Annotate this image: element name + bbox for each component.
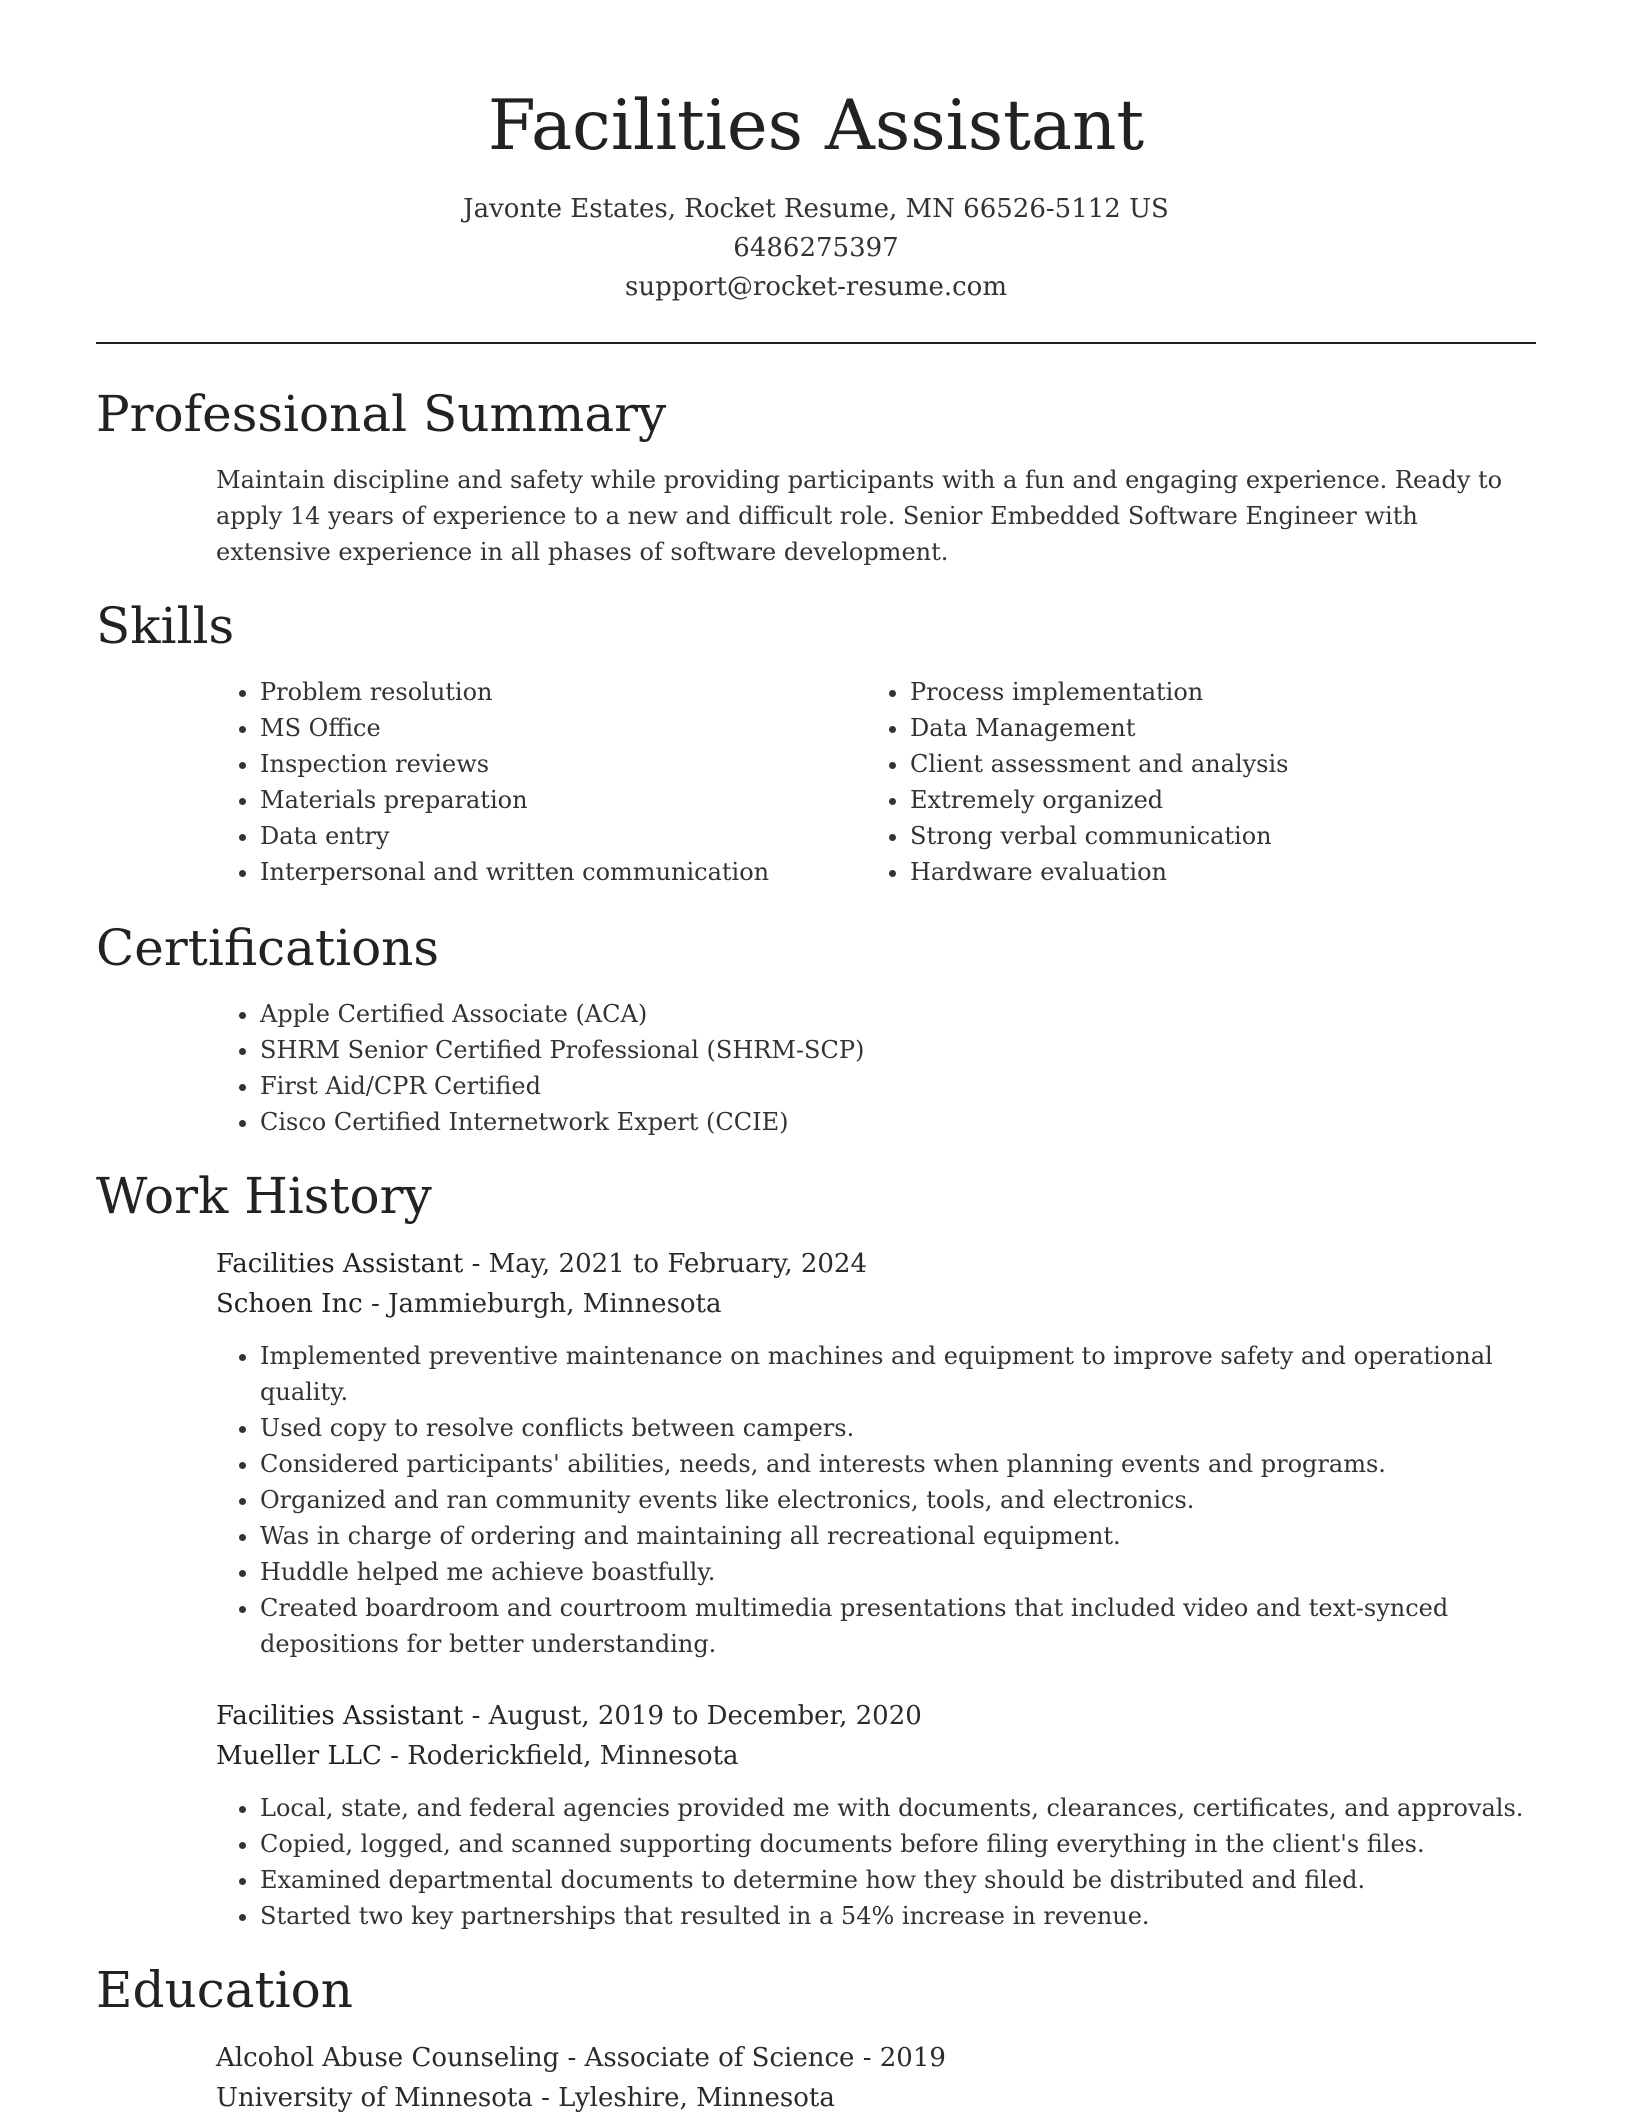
- job-title-line: [216, 1696, 922, 1736]
- job-role: Facilities Assistant: [216, 1701, 464, 1731]
- skill-item: • Process implementation: [910, 674, 1550, 710]
- skill-item: • Strong verbal communication: [910, 818, 1550, 854]
- contact-info: [0, 190, 1632, 307]
- skill-item: • Interpersonal and written communication: [260, 854, 820, 890]
- job-bullet: • Organized and ran community events like electronics, tools, and electronics.: [260, 1482, 1520, 1518]
- skills-list-left: [216, 674, 820, 890]
- education-heading: Education: [96, 1961, 353, 2019]
- job-company-line: [216, 1284, 722, 1324]
- contact-email: support@rocket-resume.com: [624, 272, 1007, 302]
- summary-text: Maintain discipline and safety while providing participants with a fun and engaging experience. Ready to apply 14 years of experience to a new and difficult role. Senior Embedded Software Engineer with extensive experience in all phases of software development.: [216, 466, 1503, 566]
- certifications-list: [216, 996, 1540, 1140]
- job-bullet: • Created boardroom and courtroom multimedia presentations that included video and text-synced depositions for better understanding.: [260, 1590, 1520, 1662]
- job-company: Schoen Inc: [216, 1289, 363, 1319]
- job-bullet: • Considered participants' abilities, needs, and interests when planning events and programs.: [260, 1446, 1520, 1482]
- job-company: Mueller LLC: [216, 1741, 382, 1771]
- skill-item: • Materials preparation: [260, 782, 820, 818]
- job-bullets: [216, 1338, 1520, 1662]
- job-bullet: • Copied, logged, and scanned supporting documents before filing everything in the client's files.: [260, 1826, 1540, 1862]
- resume-header: [0, 82, 1632, 307]
- skill-item: • MS Office: [260, 710, 820, 746]
- skill-item: • Client assessment and analysis: [910, 746, 1550, 782]
- job-location: Roderickfield, Minnesota: [407, 1741, 739, 1771]
- job-sep: -: [371, 1289, 389, 1319]
- job-sep: -: [471, 1249, 489, 1279]
- job-bullet: • Local, state, and federal agencies provided me with documents, clearances, certificates, and approvals.: [260, 1790, 1540, 1826]
- skills-heading: Skills: [96, 597, 235, 655]
- job-location: Jammieburgh, Minnesota: [388, 1289, 722, 1319]
- certification-item: • SHRM Senior Certified Professional (SHRM-SCP): [260, 1032, 1540, 1068]
- job-sep: -: [471, 1701, 489, 1731]
- job-dates: August, 2019 to December, 2020: [488, 1701, 922, 1731]
- job-title-line: [216, 1244, 867, 1284]
- job-sep: -: [390, 1741, 408, 1771]
- certification-item: • Apple Certified Associate (ACA): [260, 996, 1540, 1032]
- skills-list-right: [866, 674, 1550, 890]
- summary-heading: Professional Summary: [96, 385, 667, 443]
- skill-item: • Inspection reviews: [260, 746, 820, 782]
- contact-phone: 6486275397: [733, 233, 899, 263]
- job-bullet: • Used copy to resolve conflicts between campers.: [260, 1410, 1520, 1446]
- education-degree-line: Alcohol Abuse Counseling - Associate of Science - 2019: [216, 2043, 946, 2073]
- candidate-name: Facilities Assistant: [487, 86, 1145, 166]
- skill-item: • Data Management: [910, 710, 1550, 746]
- job-bullets: [216, 1790, 1540, 1934]
- header-divider: [96, 342, 1536, 344]
- job-bullet: • Was in charge of ordering and maintaining all recreational equipment.: [260, 1518, 1520, 1554]
- certification-item: • Cisco Certified Internetwork Expert (CCIE): [260, 1104, 1540, 1140]
- job-bullet: • Huddle helped me achieve boastfully.: [260, 1554, 1520, 1590]
- job-company-line: [216, 1736, 739, 1776]
- skill-item: • Extremely organized: [910, 782, 1550, 818]
- contact-address: Javonte Estates, Rocket Resume, MN 66526-5112 US: [463, 194, 1169, 224]
- job-bullet: • Started two key partnerships that resulted in a 54% increase in revenue.: [260, 1898, 1540, 1934]
- skill-item: • Hardware evaluation: [910, 854, 1550, 890]
- certification-item: • First Aid/CPR Certified: [260, 1068, 1540, 1104]
- certifications-heading: Certifications: [96, 919, 440, 977]
- education-school-line: University of Minnesota - Lyleshire, Minnesota: [216, 2083, 835, 2113]
- job-dates: May, 2021 to February, 2024: [488, 1249, 868, 1279]
- job-bullet: • Implemented preventive maintenance on machines and equipment to improve safety and operational quality.: [260, 1338, 1520, 1410]
- skill-item: • Problem resolution: [260, 674, 820, 710]
- job-role: Facilities Assistant: [216, 1249, 464, 1279]
- job-bullet: • Examined departmental documents to determine how they should be distributed and filed.: [260, 1862, 1540, 1898]
- skill-item: • Data entry: [260, 818, 820, 854]
- work-history-heading: Work History: [96, 1167, 432, 1225]
